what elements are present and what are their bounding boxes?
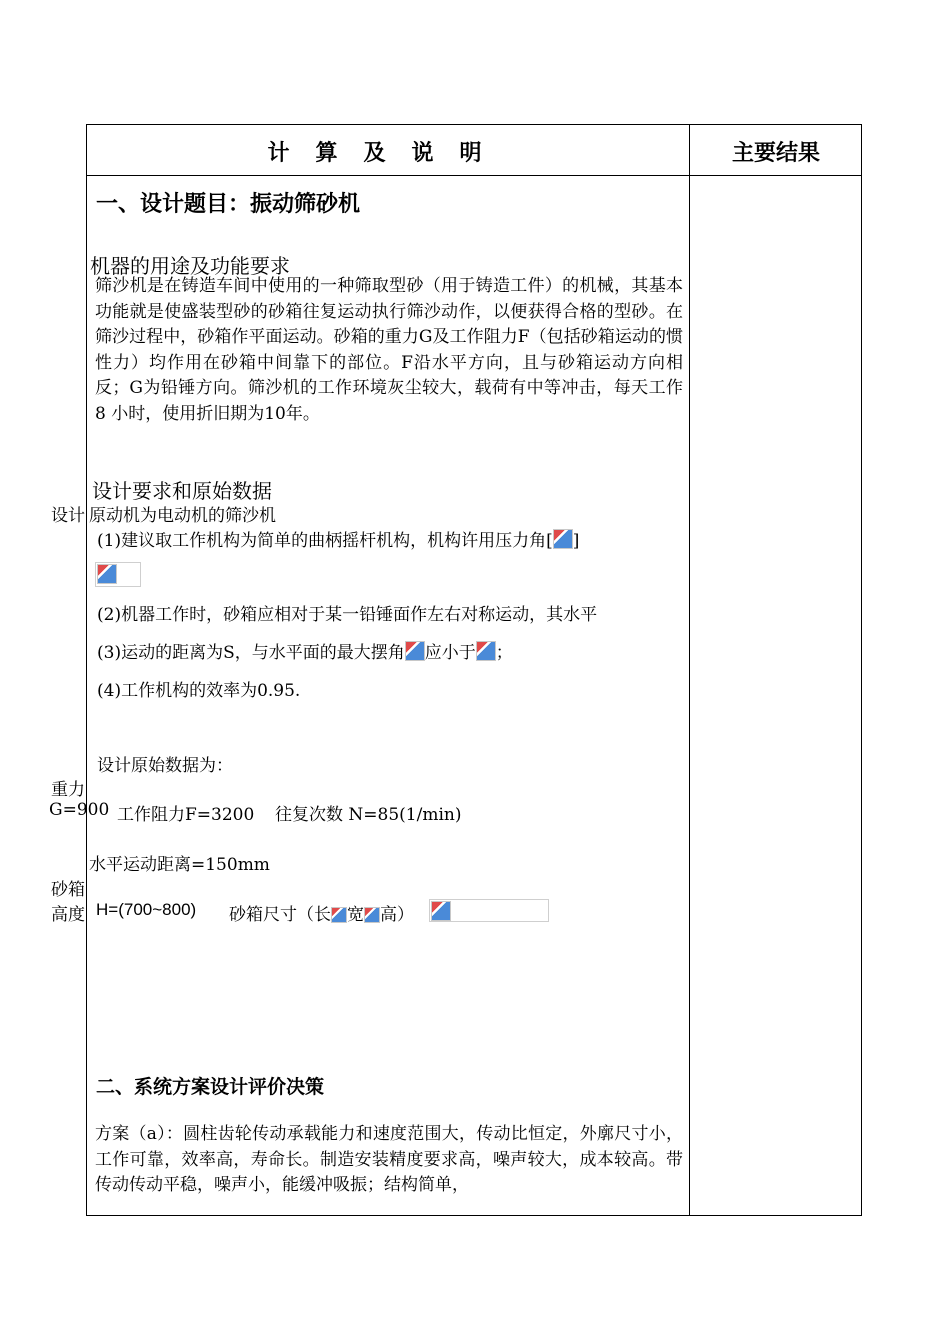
requirement-1-end: ]	[572, 531, 580, 551]
data-intro: 设计原始数据为：	[97, 756, 233, 776]
requirement-1-text: (1)建议取工作机构为简单的曲柄摇杆机构，机构许用压力角[	[97, 531, 553, 551]
box-size-image-box	[429, 899, 549, 922]
requirement-3-text-a: (3)运动的距离为S，与水平面的最大摆角	[97, 643, 405, 663]
width-image-icon	[364, 907, 380, 923]
purpose-paragraph: 筛沙机是在铸造车间中使用的一种筛取型砂（用于铸造工件）的机械，其基本功能就是使盛装型砂的砂箱往复运动执行筛沙动作，以便获得合格的型砂。在筛沙过程中，砂箱作平面运动。砂箱的重力G及工作阻力F（包括砂箱运动的惯性力）均作用在砂箱中间靠下的部位。F沿水平方向，且与砂箱运动方向相反；G为铅锤方向。筛沙机的工作环境灰尘较大，载荷有中等冲击，每天工作 8 小时，使用折旧期为10年。	[95, 276, 683, 424]
requirement-3-text-c: ；	[495, 643, 513, 663]
section2-paragraph: 方案（a）：圆柱齿轮传动承载能力和速度范围大，传动比恒定，外廓尺寸小，工作可靠，效率高，寿命长。制造安装精度要求高，噪声较大，成本较高。带传动传动平稳，噪声小，能缓冲吸振；结构简单，	[95, 1124, 683, 1195]
requirement-2: (2)机器工作时，砂箱应相对于某一铅锤面作左右对称运动，其水平	[97, 605, 598, 625]
pressure-angle-image-icon	[553, 529, 573, 549]
limit-angle-image-icon	[476, 641, 496, 661]
section2-title: 二、系统方案设计评价决策	[96, 1076, 325, 1098]
section1-title: 一、设计题目：振动筛砂机	[96, 192, 361, 217]
header-divider	[86, 175, 862, 176]
margin-text-box: 砂箱	[51, 880, 85, 900]
length-image-icon	[331, 907, 347, 923]
gravity-value: G=900	[49, 800, 110, 820]
requirement-1	[97, 526, 579, 551]
box-size-text-a: 砂箱尺寸（长	[229, 905, 331, 925]
horizontal-distance: 水平运动距离=150mm	[89, 855, 270, 875]
requirement-4: (4)工作机构的效率为0.95.	[97, 681, 301, 701]
formula-image-icon	[97, 564, 117, 584]
motor-line: 原动机为电动机的筛沙机	[89, 506, 276, 526]
box-size-image-icon	[431, 901, 451, 921]
margin-text-design: 设计	[51, 506, 85, 526]
cycle-count: 往复次数 N=85(1/min)	[275, 805, 462, 825]
requirements-subtitle: 设计要求和原始数据	[92, 479, 272, 503]
requirement-3-text-b: 应小于	[424, 643, 476, 663]
requirement-3	[97, 638, 513, 663]
header-calculation-title: 计算及说明	[267, 141, 508, 166]
box-size-text-c: 高）	[380, 905, 414, 925]
formula-image-box	[95, 562, 141, 587]
purpose-subtitle: 机器的用途及功能要求	[90, 254, 290, 278]
margin-text-gravity: 重力	[51, 780, 85, 800]
swing-angle-image-icon	[405, 641, 425, 661]
box-size-text-b: 宽	[347, 905, 364, 925]
margin-text-height: 高度	[51, 905, 85, 925]
box-size	[229, 900, 414, 925]
header-main-results: 主要结果	[731, 141, 820, 166]
height-range: H=(700~800)	[96, 900, 197, 919]
column-divider	[689, 124, 690, 1216]
work-resistance: 工作阻力F=3200	[117, 805, 255, 825]
